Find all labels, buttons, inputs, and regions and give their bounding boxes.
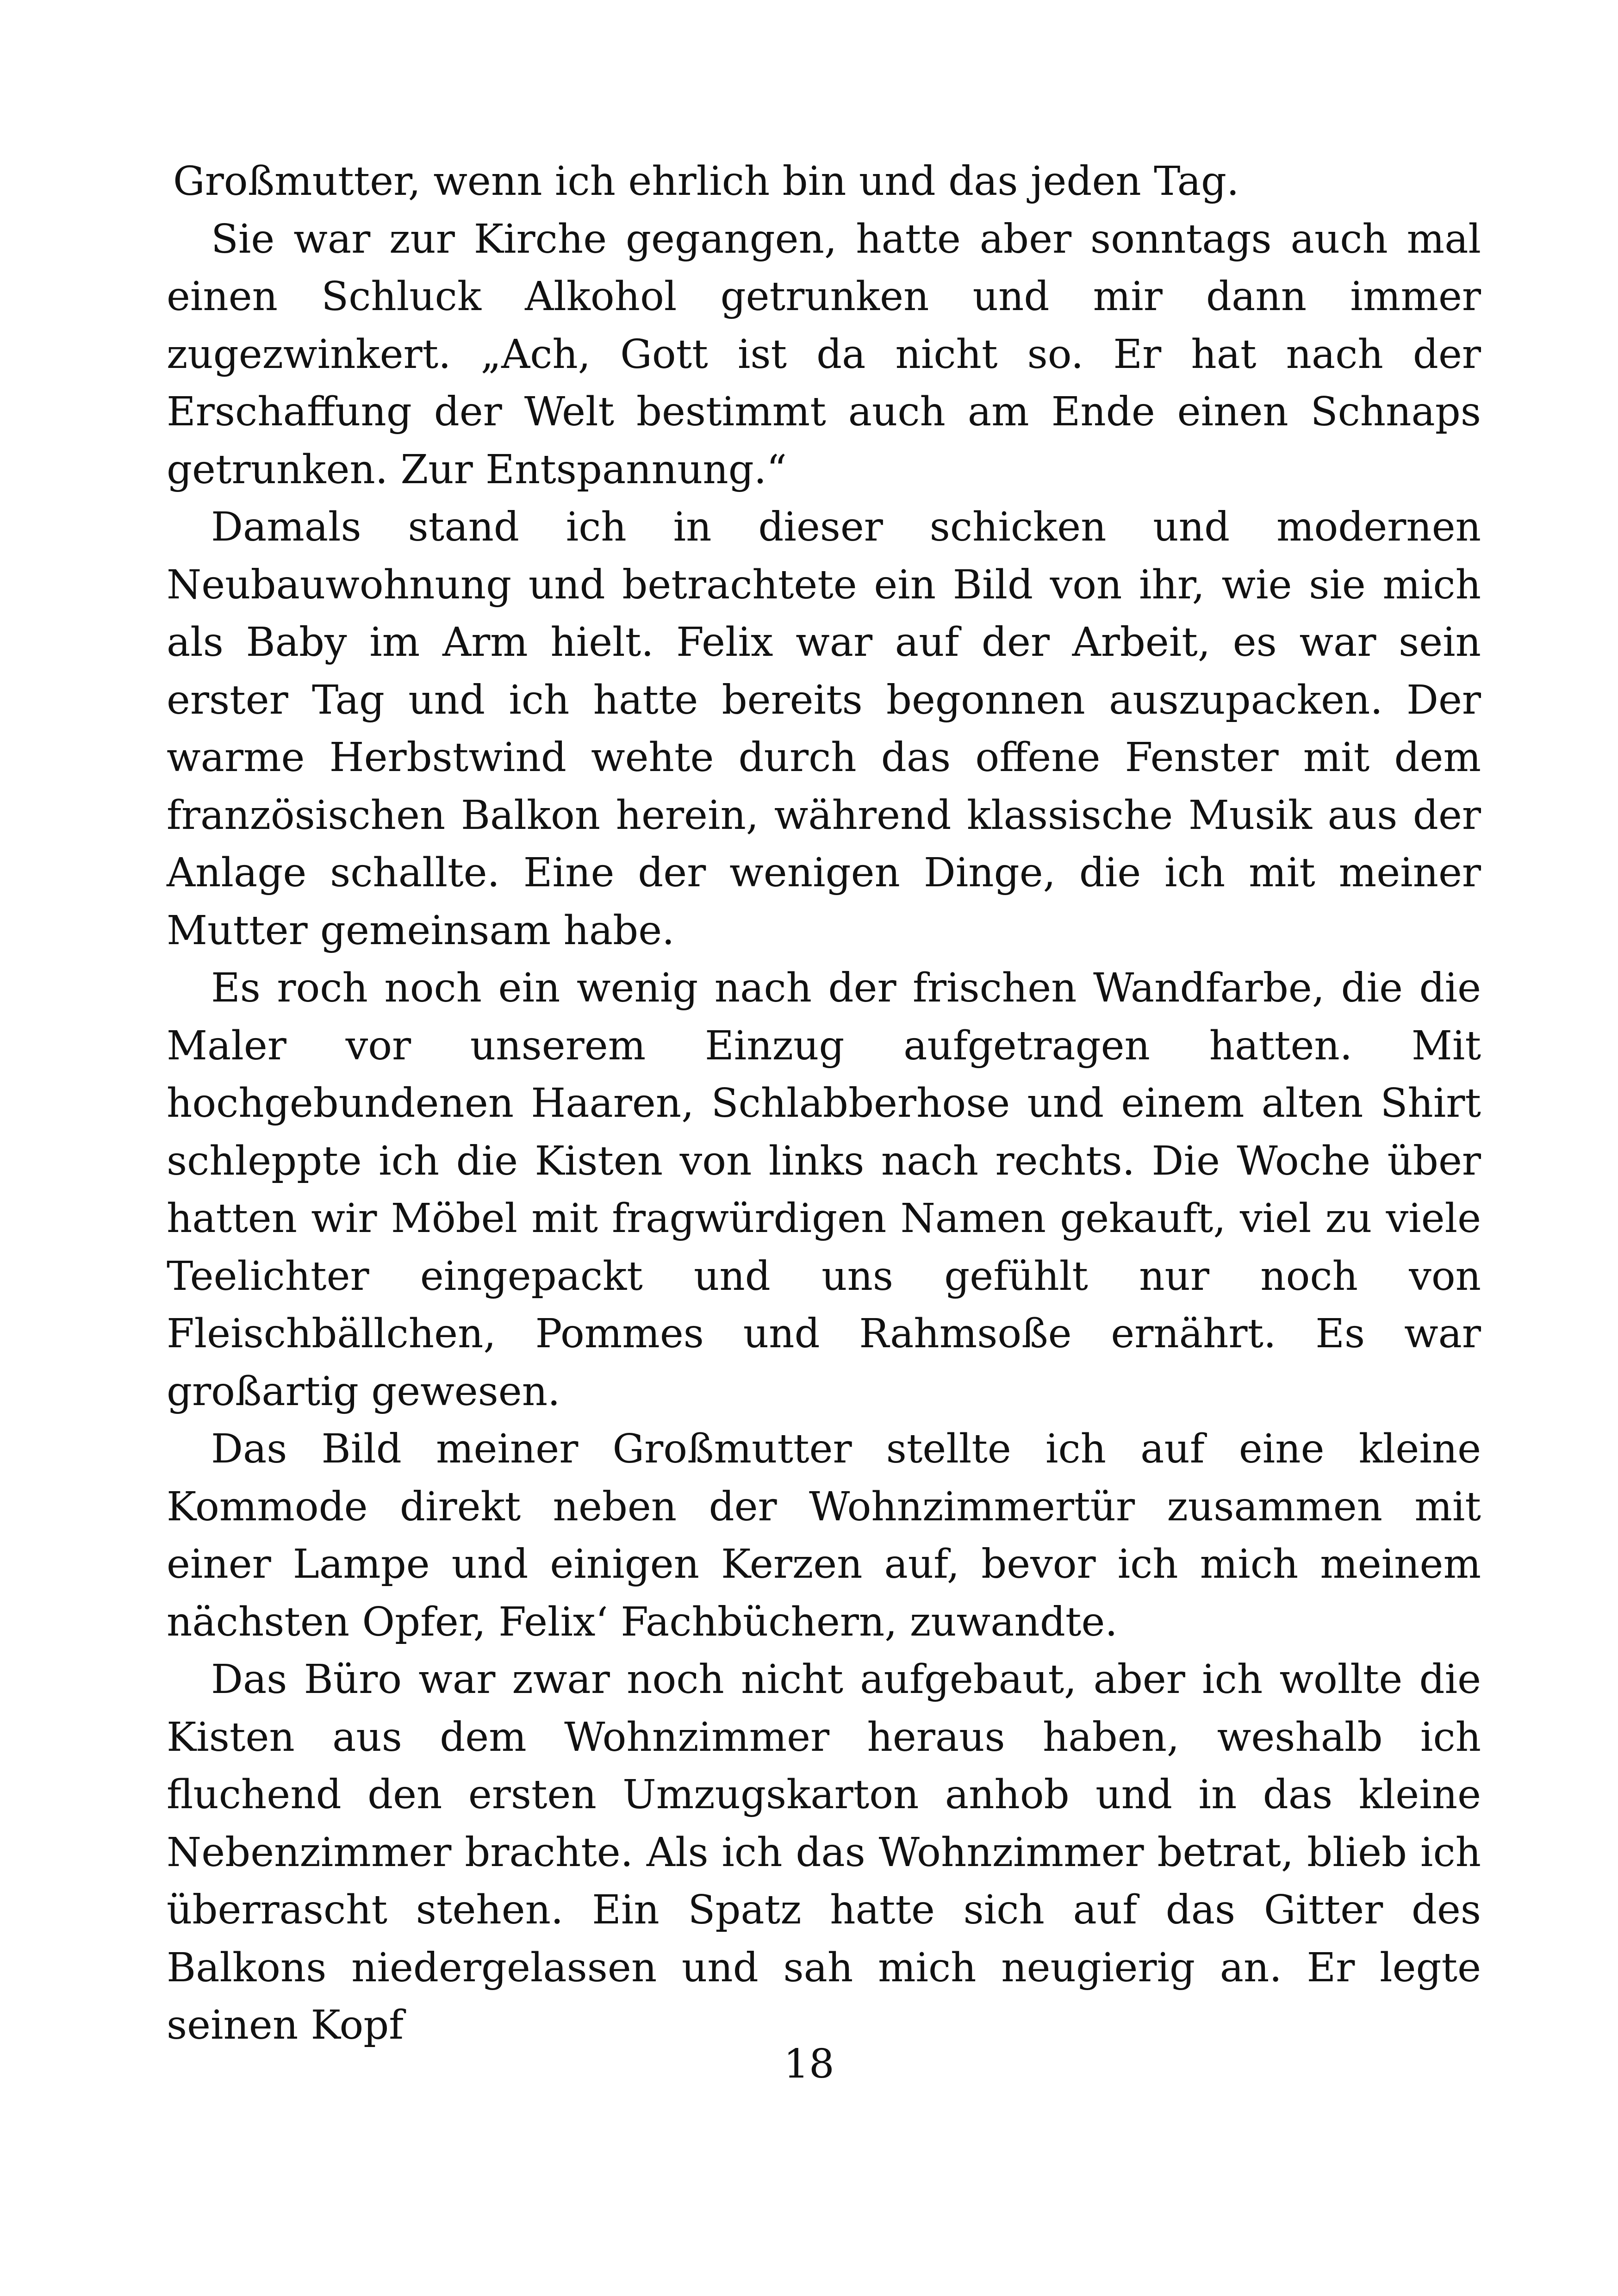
paragraph-3: Damals stand ich in dieser schicken und modernen Neubauwohnung und betrachtete ein Bild von ihr, wie sie mich als Baby im Arm hielt. Felix war auf der Arbeit, es war sein erster Tag und ich hatte bereits begonnen auszupacken. Der warme Herbstwind wehte durch das offene Fenster mit dem französischen Balkon herein, während klassische Musik aus der Anlage schallte. Eine der wenigen Dinge, die ich mit meiner Mutter gemeinsam habe. [167, 504, 1481, 954]
paragraph-4: Es roch noch ein wenig nach der frischen Wandfarbe, die die Maler vor unserem Einzug aufgetragen hatten. Mit hochgebundenen Haaren, Schlabberhose und einem alten Shirt schleppte ich die Kisten von links nach rechts. Die Woche über hatten wir Möbel mit fragwürdigen Namen gekauft, viel zu viele Teelichter eingepackt und uns gefühlt nur noch von Fleischbällchen, Pommes und Rahmsoße ernährt. Es war großartig gewesen. [167, 965, 1481, 1415]
paragraph-5: Das Bild meiner Großmutter stellte ich auf eine kleine Kommode direkt neben der Wohnzimmertür zusammen mit einer Lampe und einigen Kerzen auf, bevor ich mich meinem nächsten Opfer, Felix‘ Fachbüchern, zuwandte. [167, 1426, 1481, 1645]
page-number: 18 [784, 2041, 834, 2087]
paragraph-1: Großmutter, wenn ich ehrlich bin und das jeden Tag. [173, 158, 1239, 205]
paragraph-6: Das Büro war zwar noch nicht aufgebaut, aber ich wollte die Kisten aus dem Wohnzimmer heraus haben, weshalb ich fluchend den ersten Umzugskarton anhob und in das kleine Nebenzimmer brachte. Als ich das Wohnzimmer betrat, blieb ich überrascht stehen. Ein Spatz hatte sich auf das Gitter des Balkons niedergelassen und sah mich neugierig an. Er legte seinen Kopf [167, 1656, 1481, 2048]
body-text [167, 153, 1481, 2054]
paragraph-2: Sie war zur Kirche gegangen, hatte aber sonntags auch mal einen Schluck Alkohol getrunken und mir dann immer zugezwinkert. „Ach, Gott ist da nicht so. Er hat nach der Erschaffung der Welt bestimmt auch am Ende einen Schnaps getrunken. Zur Entspannung.“ [167, 216, 1481, 493]
